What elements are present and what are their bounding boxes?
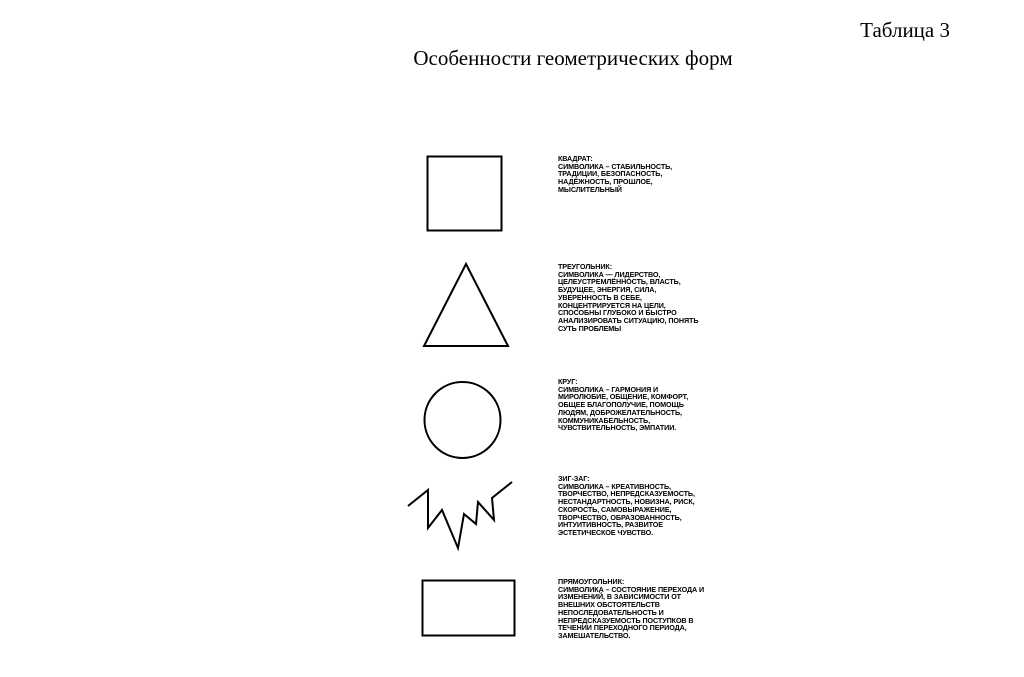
rectangle-description: ПРЯМОУГОЛЬНИК: СИМВОЛИКА – СОСТОЯНИЕ ПЕРЕХОДА И ИЗМЕНЕНИЙ, В ЗАВИСИМОСТИ ОТ ВНЕШНИХ ОБСТОЯТЕЛЬСТВ НЕПОСЛЕДОВАТЕЛЬНОСТЬ И НЕПРЕДСКАЗУЕМОСТЬ ПОСТУПКОВ В ТЕЧЕНИИ ПЕРЕХОДНОГО ПЕРИОДА, ЗАМЕШАТЕЛЬСТВО. [558,577,705,640]
shapes-figure [404,145,724,655]
square-icon [404,155,524,235]
triangle-icon [404,262,524,352]
table-number-label: Таблица 3 [860,18,950,42]
zigzag-icon [404,480,524,550]
square-description: КВАДРАТ: СИМВОЛИКА – СТАБИЛЬНОСТЬ, ТРАДИЦИИ, БЕЗОПАСНОСТЬ, НАДЁЖНОСТЬ, ПРОШЛОЕ, МЫСЛИТЕЛЬНЫЙ [558,154,673,194]
page-title: Особенности геометрических форм [413,46,733,70]
zigzag-description: ЗИГ-ЗАГ: СИМВОЛИКА – КРЕАТИВНОСТЬ, ТВОРЧЕСТВО, НЕПРЕДСКАЗУЕМОСТЬ, НЕСТАНДАРТНОСТЬ, НОВИЗНА, РИСК, СКОРОСТЬ, САМОВЫРАЖЕНИЕ, ТВОРЧЕСТВО, ОБРАЗОВАННОСТЬ, ИНТУИТИВНОСТЬ, РАЗВИТОЕ ЭСТЕТИЧЕСКОЕ ЧУВСТВО. [558,474,695,537]
rectangle-icon [404,579,524,639]
circle-description: КРУГ: СИМВОЛИКА – ГАРМОНИЯ И МИРОЛЮБИЕ, ОБЩЕНИЕ, КОМФОРТ, ОБЩЕЕ БЛАГОПОЛУЧИЕ, ПОМОЩЬ ЛЮДЯМ, ДОБРОЖЕЛАТЕЛЬНОСТЬ, КОММУНИКАБЕЛЬНОСТЬ, ЧУВСТВИТЕЛЬНОСТЬ, ЭМПАТИИ. [558,377,689,433]
circle-icon [404,379,524,463]
triangle-description: ТРЕУГОЛЬНИК: СИМВОЛИКА — ЛИДЕРСТВО, ЦЕЛЕУСТРЕМЛЁННОСТЬ, ВЛАСТЬ, БУДУЩЕЕ, ЭНЕРГИЯ, СИЛА, УВЕРЕННОСТЬ В СЕБЕ, КОНЦЕНТРИРУЕТСЯ НА ЦЕЛИ, СПОСОБНЫ ГЛУБОКО И БЫСТРО АНАЛИЗИРОВАТЬ СИТУАЦИЮ, ПОНЯТЬ СУТЬ ПРОБЛЕМЫ [558,262,699,333]
